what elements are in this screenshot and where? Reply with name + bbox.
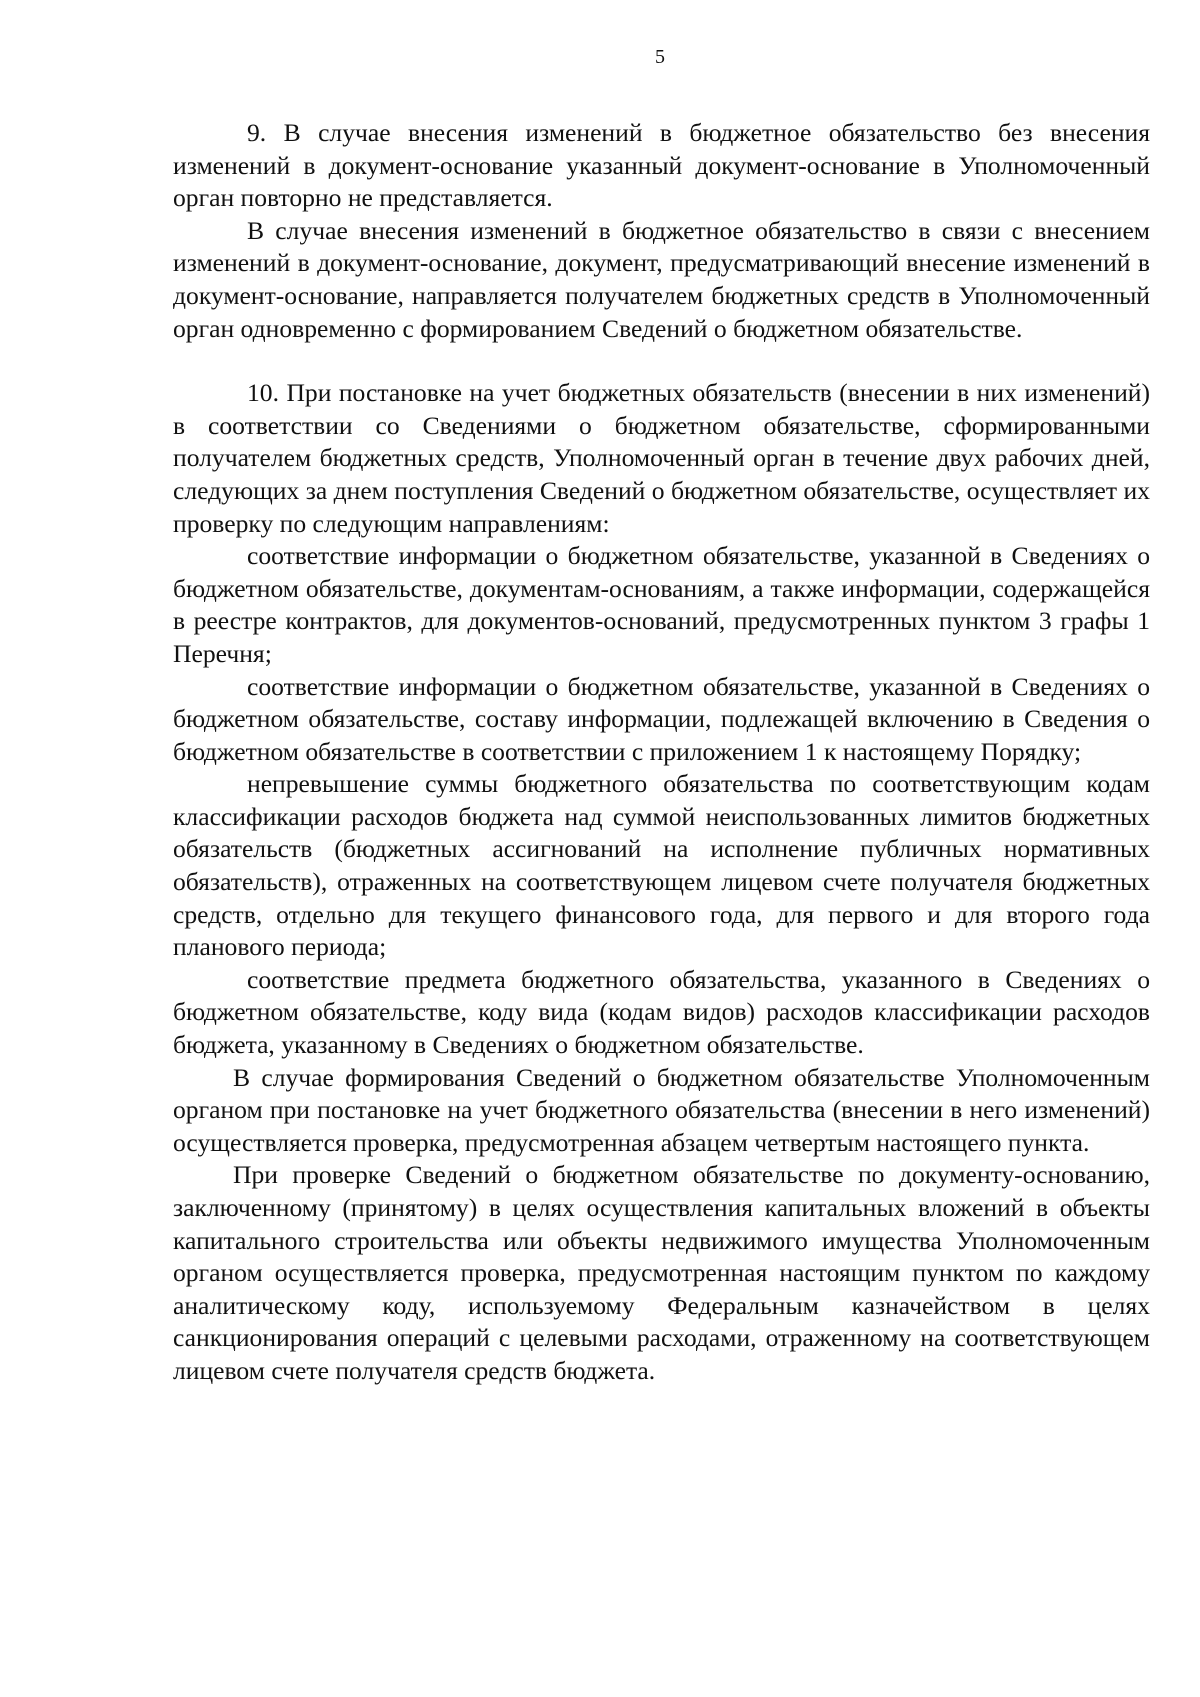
check-item-information-composition: соответствие информации о бюджетном обязательстве, указанной в Сведениях о бюджетном обязательстве, составу информации, подлежащей включению в Сведения о бюджетном обязательстве в соответствии с приложением 1 к настоящему Порядку; <box>173 671 1150 766</box>
document-body <box>173 117 1150 1388</box>
paragraph-10: 10. При постановке на учет бюджетных обязательств (внесении в них изменений) в соответствии со Сведениями о бюджетном обязательстве, сформированными получателем бюджетных средств, Уполномоченный орган в течение двух рабочих дней, следующих за днем поступления Сведений о бюджетном обязательстве, осуществляет их проверку по следующим направлениям: <box>173 378 1150 538</box>
paragraph-authorized-body-formation: В случае формирования Сведений о бюджетном обязательстве Уполномоченным органом при постановке на учет бюджетного обязательства (внесении в него изменений) осуществляется проверка, предусмотренная абзацем четвертым настоящего пункта. <box>173 1062 1150 1157</box>
check-item-documents-correspondence: соответствие информации о бюджетном обязательстве, указанной в Сведениях о бюджетном обязательстве, документам-основаниям, а также информации, содержащейся в реестре контрактов, для документов-оснований, предусмотренных пунктом 3 графы 1 Перечня; <box>173 541 1150 668</box>
check-item-limits-not-exceeded: непревышение суммы бюджетного обязательства по соответствующим кодам классификации расходов бюджета над суммой неиспользованных лимитов бюджетных обязательств (бюджетных ассигнований на исполнение публичных нормативных обязательств), отраженных на соответствующем лицевом счете получателя бюджетных средств, отдельно для текущего финансового года, для первого и для второго года планового периода; <box>173 769 1150 962</box>
paragraph-9-changes-with-basis-document: В случае внесения изменений в бюджетное обязательство в связи с внесением изменений в документ-основание, документ, предусматривающий внесение изменений в документ-основание, направляется получателем бюджетных средств в Уполномоченный орган одновременно с формированием Сведений о бюджетном обязательстве. <box>173 215 1150 343</box>
check-item-subject-correspondence: соответствие предмета бюджетного обязательства, указанного в Сведениях о бюджетном обязательстве, коду вида (кодам видов) расходов классификации расходов бюджета, указанному в Сведениях о бюджетном обязательстве. <box>173 964 1150 1060</box>
paragraph-capital-investments-check: При проверке Сведений о бюджетном обязательстве по документу-основанию, заключенному (принятому) в целях осуществления капитальных вложений в объекты капитального строительства или объекты недвижимого имущества Уполномоченным органом осуществляется проверка, предусмотренная настоящим пунктом по каждому аналитическому коду, используемому Федеральным казначейством в целях санкционирования операций с целевыми расходами, отраженному на соответствующем лицевом счете получателя средств бюджета. <box>173 1160 1150 1385</box>
paragraph-9: 9. В случае внесения изменений в бюджетное обязательство без внесения изменений в документ-основание указанный документ-основание в Уполномоченный орган повторно не представляется. <box>173 118 1150 213</box>
page-number: 5 <box>655 46 665 68</box>
